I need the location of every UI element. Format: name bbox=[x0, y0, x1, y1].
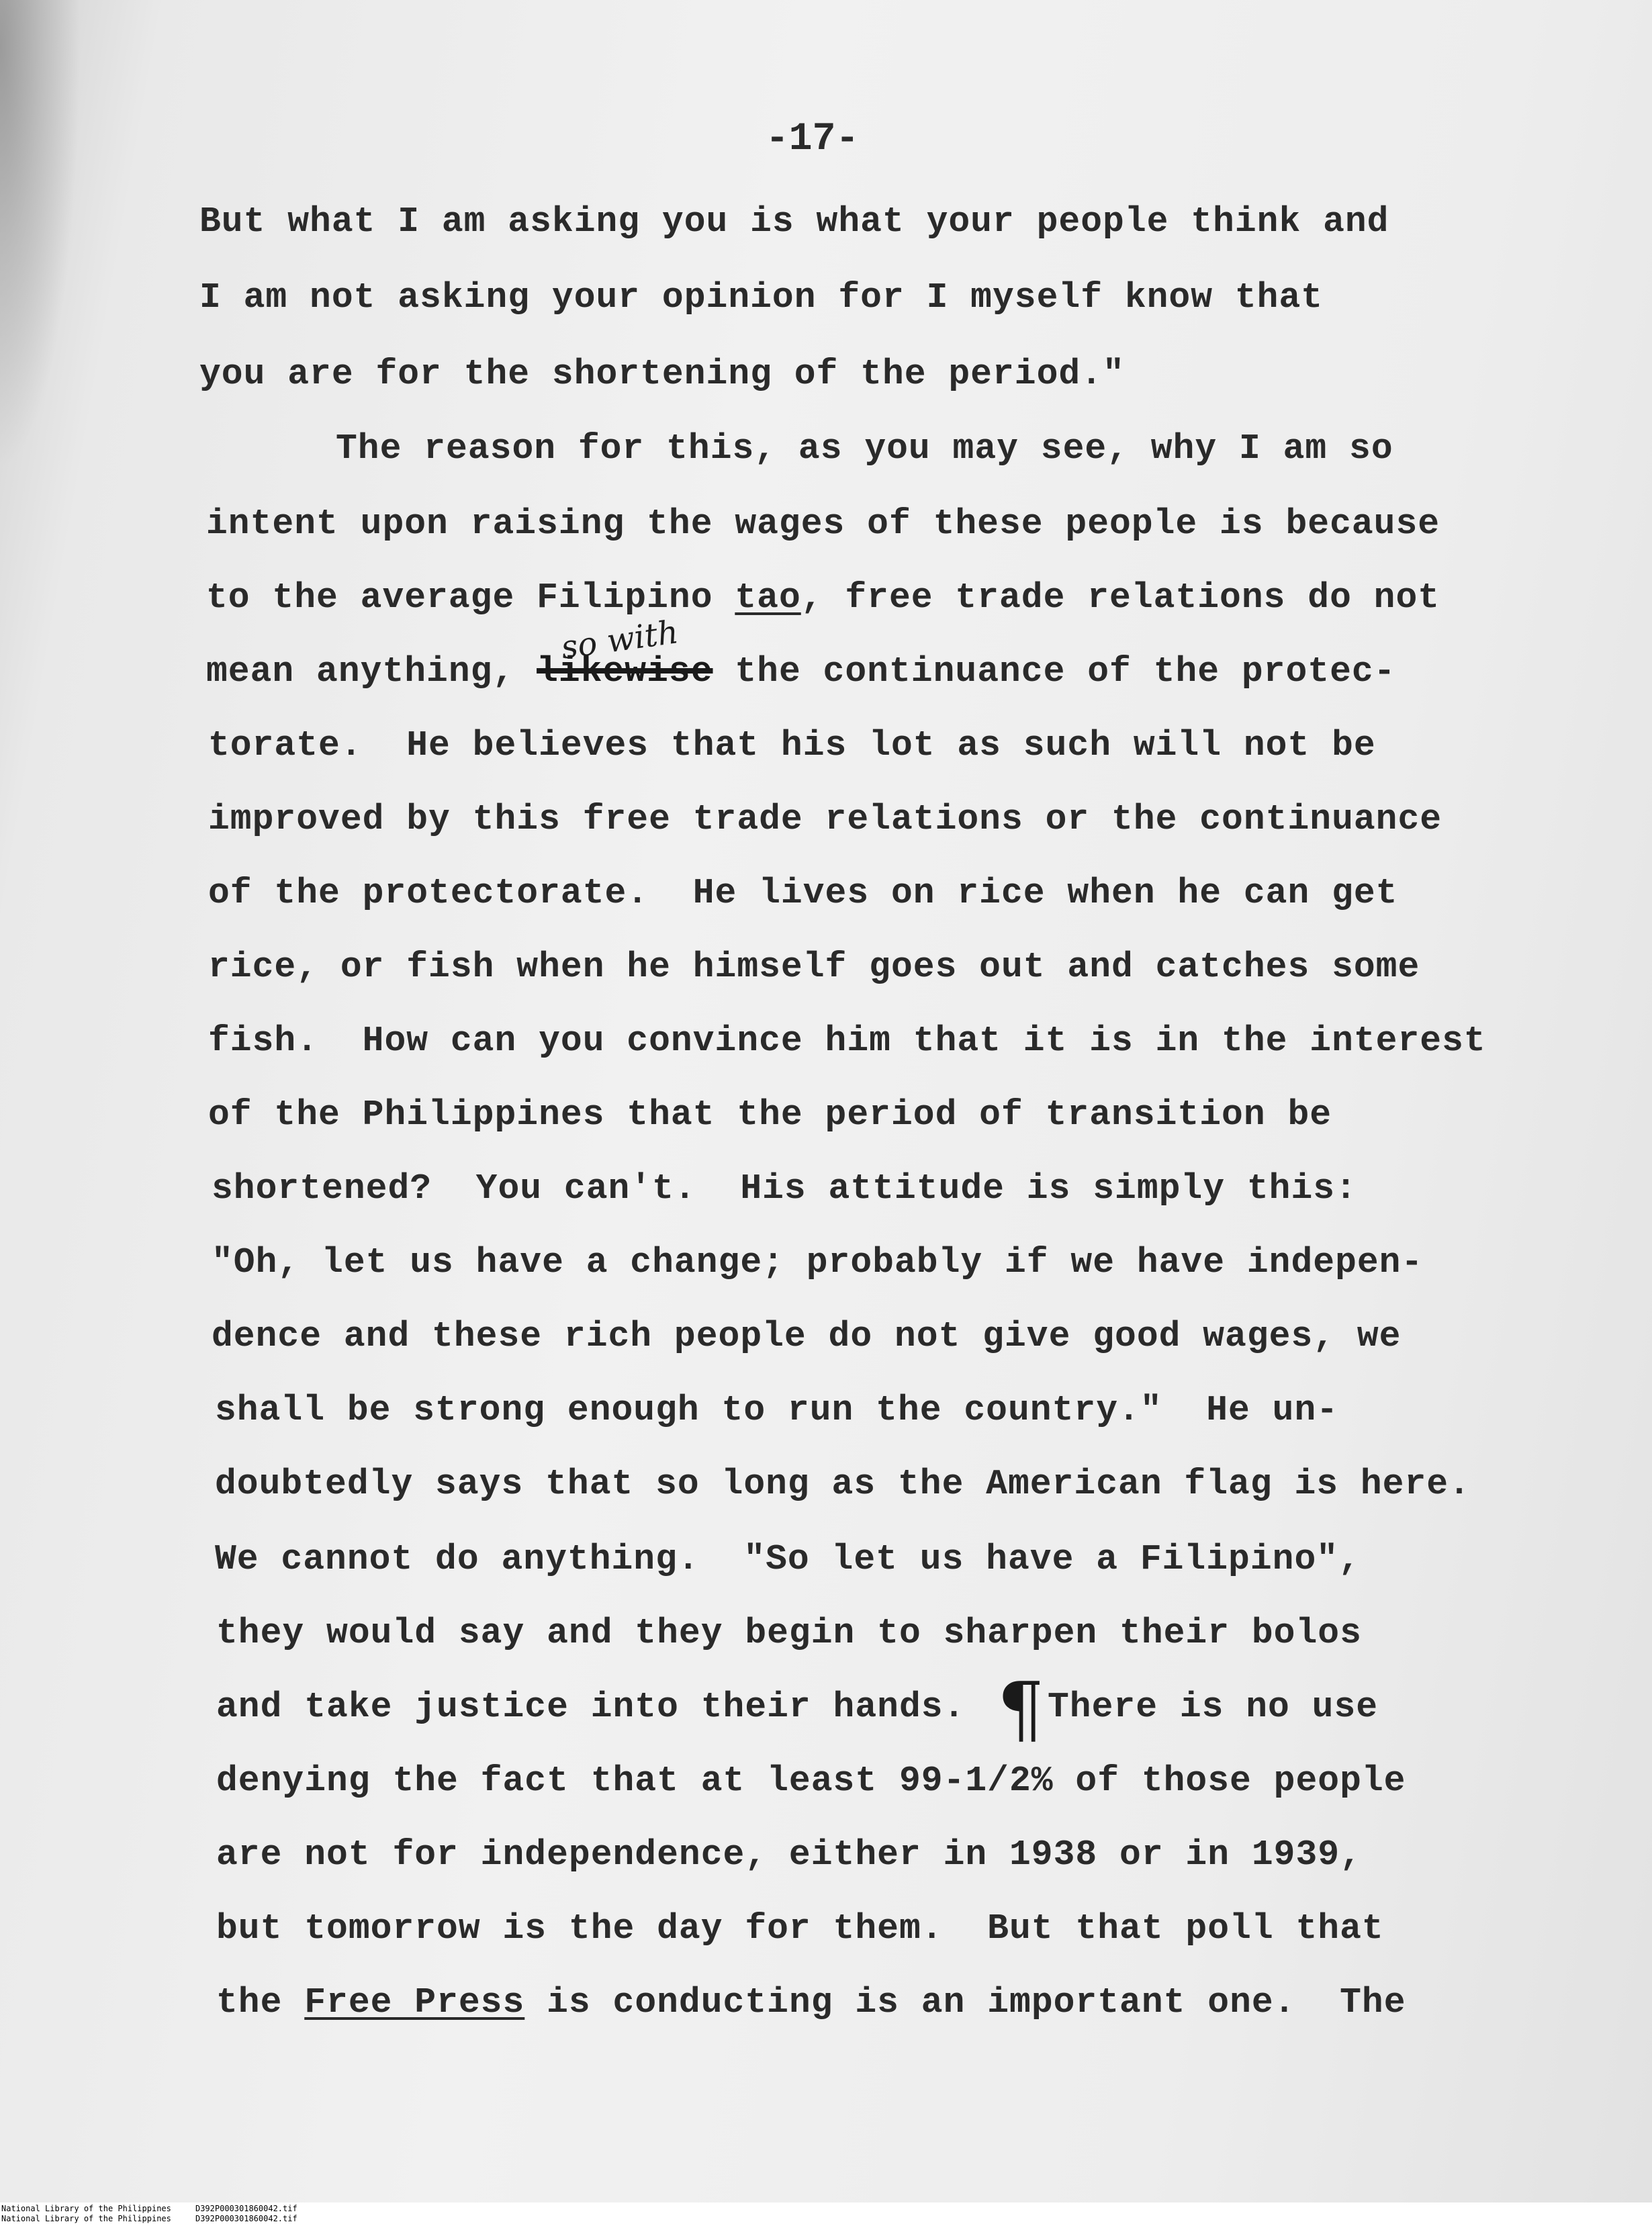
text-line-8: torate. He believes that his lot as such will not be bbox=[208, 725, 1376, 766]
text-segment: mean anything, bbox=[206, 651, 537, 692]
text-line-22: denying the fact that at least 99-1/2% of those people bbox=[216, 1761, 1406, 1801]
text-segment: , free trade relations do not bbox=[800, 577, 1440, 618]
text-segment: the bbox=[216, 1982, 305, 2023]
scan-footer bbox=[0, 2202, 1652, 2226]
text-line-2: I am not asking your opinion for I myself know that bbox=[199, 277, 1324, 318]
text-line-7 bbox=[206, 651, 1396, 692]
text-line-19: We cannot do anything. "So let us have a Filipino", bbox=[215, 1539, 1361, 1579]
text-line-10: of the protectorate. He lives on rice when he can get bbox=[208, 873, 1398, 913]
footer-line-1: National Library of the Philippines D392P000301860042.tif bbox=[1, 2204, 297, 2213]
text-line-18: doubtedly says that so long as the American flag is here. bbox=[215, 1464, 1471, 1504]
handwritten-insertion: so with bbox=[558, 613, 681, 667]
struck-out-word: likewise bbox=[537, 651, 713, 692]
underlined-word-tao: tao bbox=[735, 577, 801, 618]
text-line-14: shortened? You can't. His attitude is simply this: bbox=[212, 1168, 1357, 1209]
text-line-21: and take justice into their hands. bbox=[216, 1687, 966, 1727]
text-line-13: of the Philippines that the period of transition be bbox=[208, 1095, 1332, 1135]
text-segment: the continuance of the protec- bbox=[713, 651, 1396, 692]
text-line-5: intent upon raising the wages of these people is because bbox=[206, 504, 1440, 544]
text-segment: is conducting is an important one. The bbox=[524, 1982, 1406, 2023]
text-line-4: The reason for this, as you may see, why I am so bbox=[336, 428, 1393, 469]
text-line-6 bbox=[206, 577, 1440, 618]
text-line-20: they would say and they begin to sharpen their bolos bbox=[216, 1613, 1362, 1653]
text-line-9: improved by this free trade relations or the continuance bbox=[208, 799, 1442, 839]
text-line-15: "Oh, let us have a change; probably if we have indepen- bbox=[212, 1242, 1424, 1283]
text-line-1: But what I am asking you is what your people think and bbox=[199, 201, 1389, 242]
footer-line-2: National Library of the Philippines D392P000301860042.tif bbox=[1, 2214, 297, 2223]
text-line-16: dence and these rich people do not give good wages, we bbox=[212, 1316, 1402, 1356]
text-line-12: fish. How can you convince him that it is in the interest bbox=[208, 1021, 1486, 1061]
page-fold-shadow bbox=[0, 0, 81, 470]
text-line-21-continued: There is no use bbox=[1048, 1687, 1379, 1727]
page-number: -17- bbox=[766, 118, 860, 161]
text-line-17: shall be strong enough to run the country." He un- bbox=[215, 1390, 1339, 1430]
paragraph-mark: ¶ bbox=[997, 1666, 1044, 1752]
text-line-11: rice, or fish when he himself goes out and catches some bbox=[208, 947, 1420, 987]
text-line-24: but tomorrow is the day for them. But that poll that bbox=[216, 1908, 1384, 1949]
text-line-25 bbox=[216, 1982, 1406, 2023]
text-line-23: are not for independence, either in 1938 or in 1939, bbox=[216, 1835, 1362, 1875]
text-line-3: you are for the shortening of the period." bbox=[199, 354, 1125, 394]
text-segment: to the average Filipino bbox=[206, 577, 735, 618]
underlined-free-press: Free Press bbox=[304, 1982, 525, 2023]
